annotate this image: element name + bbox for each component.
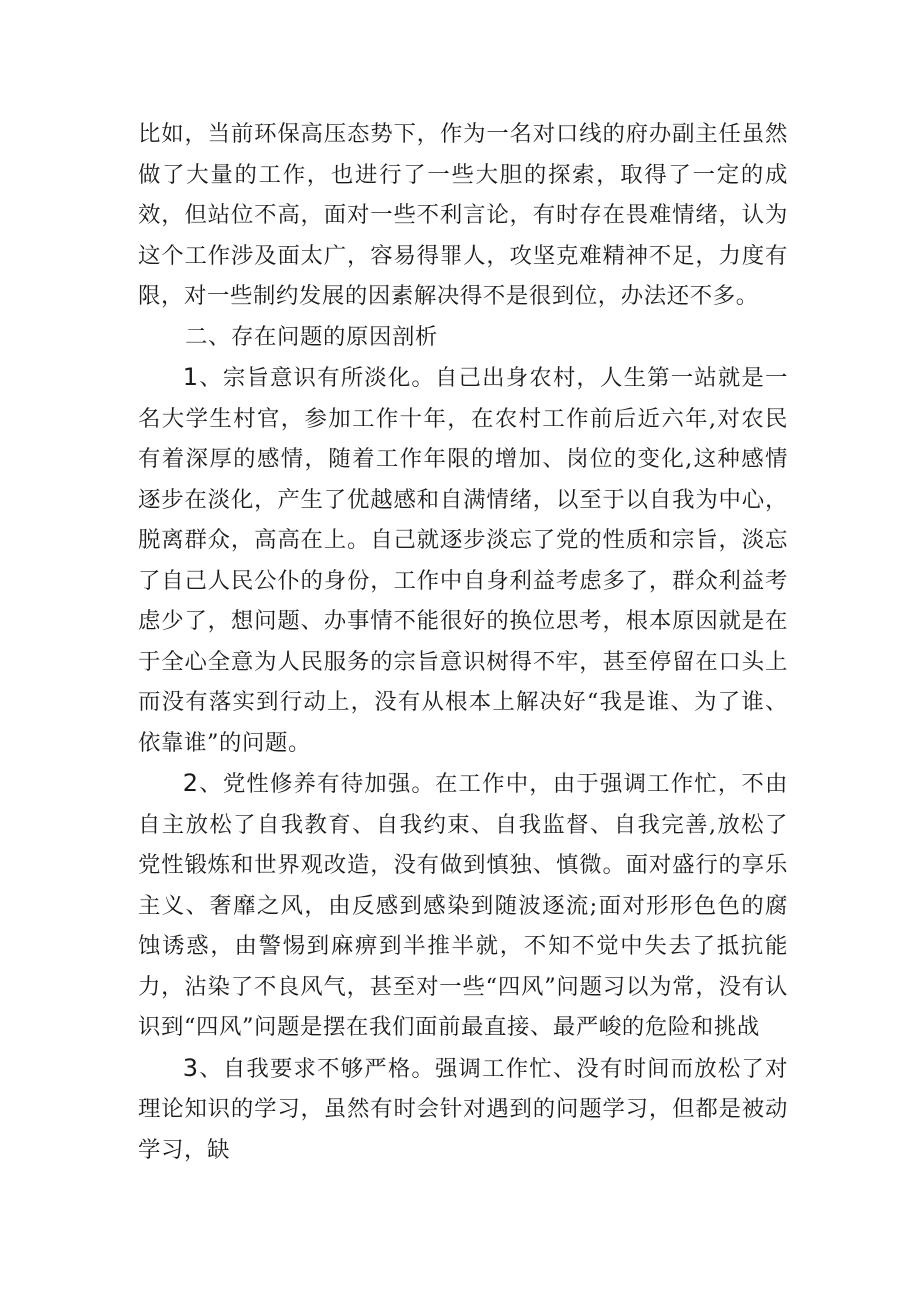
section-heading	[138, 317, 788, 358]
paragraph-item-3	[138, 1048, 788, 1171]
paragraph-item-2	[138, 763, 788, 1048]
item-number: 2	[182, 769, 199, 797]
paragraph-item-1	[138, 357, 788, 763]
paragraph-text: 比如，当前环保高压态势下，作为一名对口线的府办副主任虽然做了大量的工作，也进行了一些大胆的探索，取得了一定的成效，但站位不高，面对一些不利言论，有时存在畏难情绪，认为这个工作涉及面太广，容易得罪人，攻坚克难精神不足，力度有限，对一些制约发展的因素解决得不是很到位，办法还不多。	[138, 121, 788, 309]
section-heading-text: 二、存在问题的原因剖析	[185, 323, 438, 350]
paragraph-text: 、党性修养有待加强。在工作中，由于强调工作忙，不由自主放松了自我教育、自我约束、自我监督、自我完善,放松了党性锻炼和世界观改造，没有做到慎独、慎微。面对盛行的享乐主义、奢靡之风，由反感到感染到随波逐流;面对形形色色的腐蚀诱惑，由警惕到麻痹到半推半就，不知不觉中失去了抵抗能力，沾染了不良风气，甚至对一些“四风”问题习以为常，没有认识到“四风”问题是摆在我们面前最直接、最严峻的危险和挑战	[138, 771, 788, 1040]
paragraph-text: 、宗旨意识有所淡化。自己出身农村，人生第一站就是一名大学生村官，参加工作十年，在农村工作前后近六年,对农民有着深厚的感情，随着工作年限的增加、岗位的变化,这种感情逐步在淡化，产生了优越感和自满情绪，以至于以自我为中心，脱离群众，高高在上。自己就逐步淡忘了党的性质和宗旨，淡忘了自己人民公仆的身份，工作中自身利益考虑多了，群众利益考虑少了，想问题、办事情不能很好的换位思考，根本原因就是在于全心全意为人民服务的宗旨意识树得不牢，甚至停留在口头上而没有落实到行动上，没有从根本上解决好“我是谁、为了谁、依靠谁”的问题。	[138, 365, 788, 756]
item-number: 1	[182, 363, 199, 391]
item-number: 3	[182, 1053, 199, 1082]
document-body	[138, 114, 788, 1170]
paragraph-text: 、自我要求不够严格。强调工作忙、没有时间而放松了对理论知识的学习，虽然有时会针对遇到的问题学习，但都是被动学习，缺	[138, 1055, 788, 1163]
paragraph-continuation	[138, 114, 788, 317]
